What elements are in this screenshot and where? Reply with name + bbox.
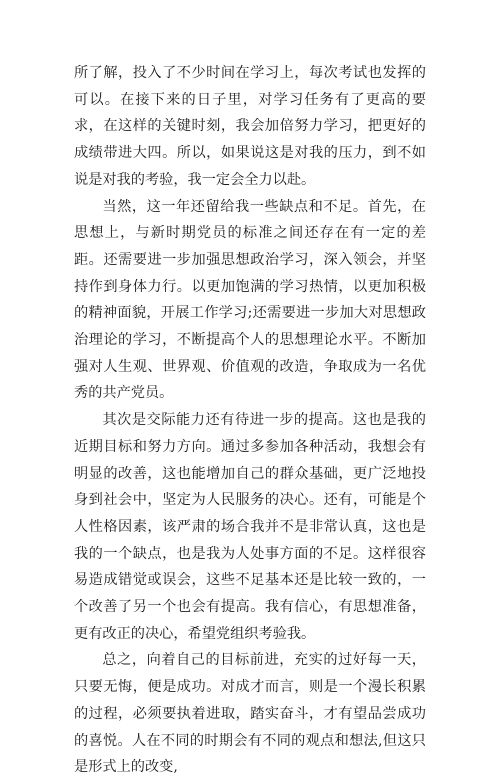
paragraph-2: 当然，这一年还留给我一些缺点和不足。首先，在思想上，与新时期党员的标准之间还存在有一定的差距。还需要进一步加强思想政治学习，深入领会，并坚持作到身体力行。以更加饱满的学习热情，以更加积极的精神面貌，开展工作学习;还需要进一步加大对思想政治理论的学习，不断提高个人的思想理论水平。不断加强对人生观、世界观、价值观的改造，争取成为一名优秀的共产党员。 (74, 198, 426, 402)
document-page (74, 60, 426, 781)
paragraph-4: 总之，向着自己的目标前进，充实的过好每一天，只要无悔，便是成功。对成才而言，则是一个漫长积累的过程，必须要执着进取，踏实奋斗，才有望品尝成功的喜悦。人在不同的时期会有不同的观点和想法,但这只是形式上的改变, (74, 652, 426, 776)
paragraph-3: 其次是交际能力还有待进一步的提高。这也是我的近期目标和努力方向。通过多参加各种活动，我想会有明显的改善，这也能增加自己的群众基础，更广泛地投身到社会中，坚定为人民服务的决心。还有，可能是个人性格因素，该严肃的场合我并不是非常认真，这也是我的一个缺点，也是我为人处事方面的不足。这样很容易造成错觉或误会，这些不足基本还是比较一致的，一个改善了另一个也会有提高。我有信心，有思想准备，更有改正的决心，希望党组织考验我。 (74, 412, 426, 642)
paragraph-1: 所了解，投入了不少时间在学习上，每次考试也发挥的可以。在接下来的日子里，对学习任务有了更高的要求，在这样的关键时刻，我会加倍努力学习，把更好的成绩带进大四。所以，如果说这是对我的压力，到不如说是对我的考验，我一定会全力以赴。 (74, 65, 426, 188)
